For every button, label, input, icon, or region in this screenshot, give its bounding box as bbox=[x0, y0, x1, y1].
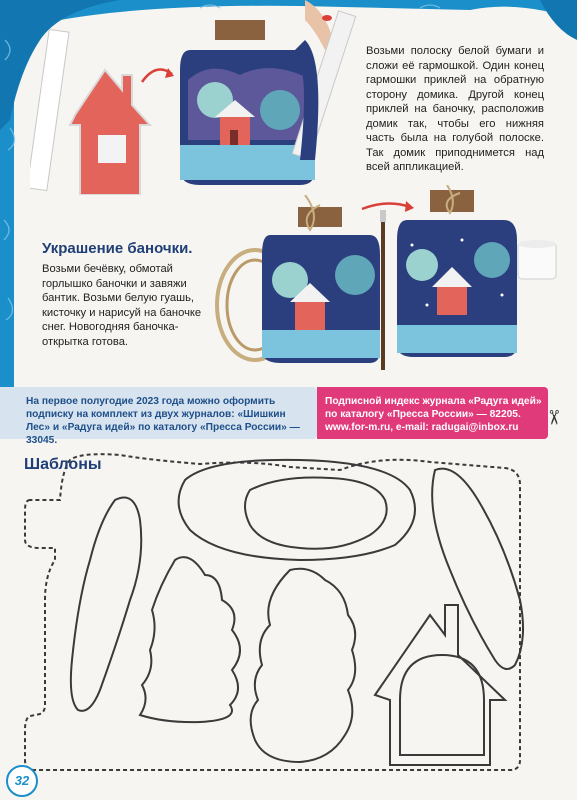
house-and-strip-photo bbox=[30, 25, 180, 195]
tree-shape-3 bbox=[140, 557, 240, 722]
subscription-right-text: Подписной индекс журнала «Радуга идей» по каталогу «Пресса России» — 82205. www.for-m.ru, e-mail: radugai@inbox.ru bbox=[325, 396, 542, 433]
brush-photo bbox=[376, 210, 390, 375]
house-shape bbox=[375, 605, 505, 765]
decoration-title: Украшение баночки. bbox=[42, 240, 193, 257]
paint-jar-photo bbox=[515, 238, 560, 283]
scissors-icon: ✂ bbox=[541, 409, 564, 426]
jar-card-photo-2 bbox=[392, 185, 522, 365]
templates-title: Шаблоны bbox=[24, 456, 102, 473]
subscription-left-box bbox=[0, 387, 317, 446]
jar-with-twine-photo bbox=[210, 195, 380, 375]
tree-shape-2 bbox=[432, 469, 523, 669]
subscription-banner bbox=[0, 387, 548, 446]
decoration-instruction: Возьми бечёвку, обмотай горлышко баночки и завяжи бантик. Возьми белую гуашь, кисточку и нарисуй на баночке снег. Новогодняя баночка-открытка готова. bbox=[42, 263, 202, 348]
templates-cutout-area bbox=[0, 440, 577, 800]
snowdrift-shape bbox=[245, 478, 387, 549]
subscription-left-text: На первое полугодие 2023 года можно оформить подписку на комплект из двух журналов: «Шишкин Лес» и «Радуга идей» по каталогу «Пресса России» — 33045. bbox=[26, 396, 300, 446]
tree-shape-4 bbox=[251, 569, 356, 762]
page-number: 32 bbox=[6, 765, 38, 797]
cloud-shape-1 bbox=[179, 460, 415, 560]
house-window-shape bbox=[400, 655, 484, 755]
step-instruction: Возьми полоску белой бумаги и сложи её гармошкой. Один конец гармошки приклей на обратную сторону домика. Другой конец приклей на баночку, расположив домик так, чтобы его нижняя часть была на голубой полоске. Так домик приподнимется над всей аппликацией. bbox=[366, 45, 544, 173]
hand-photo bbox=[285, 0, 365, 170]
subscription-right-box bbox=[317, 387, 548, 439]
tree-shape-1 bbox=[71, 498, 141, 711]
